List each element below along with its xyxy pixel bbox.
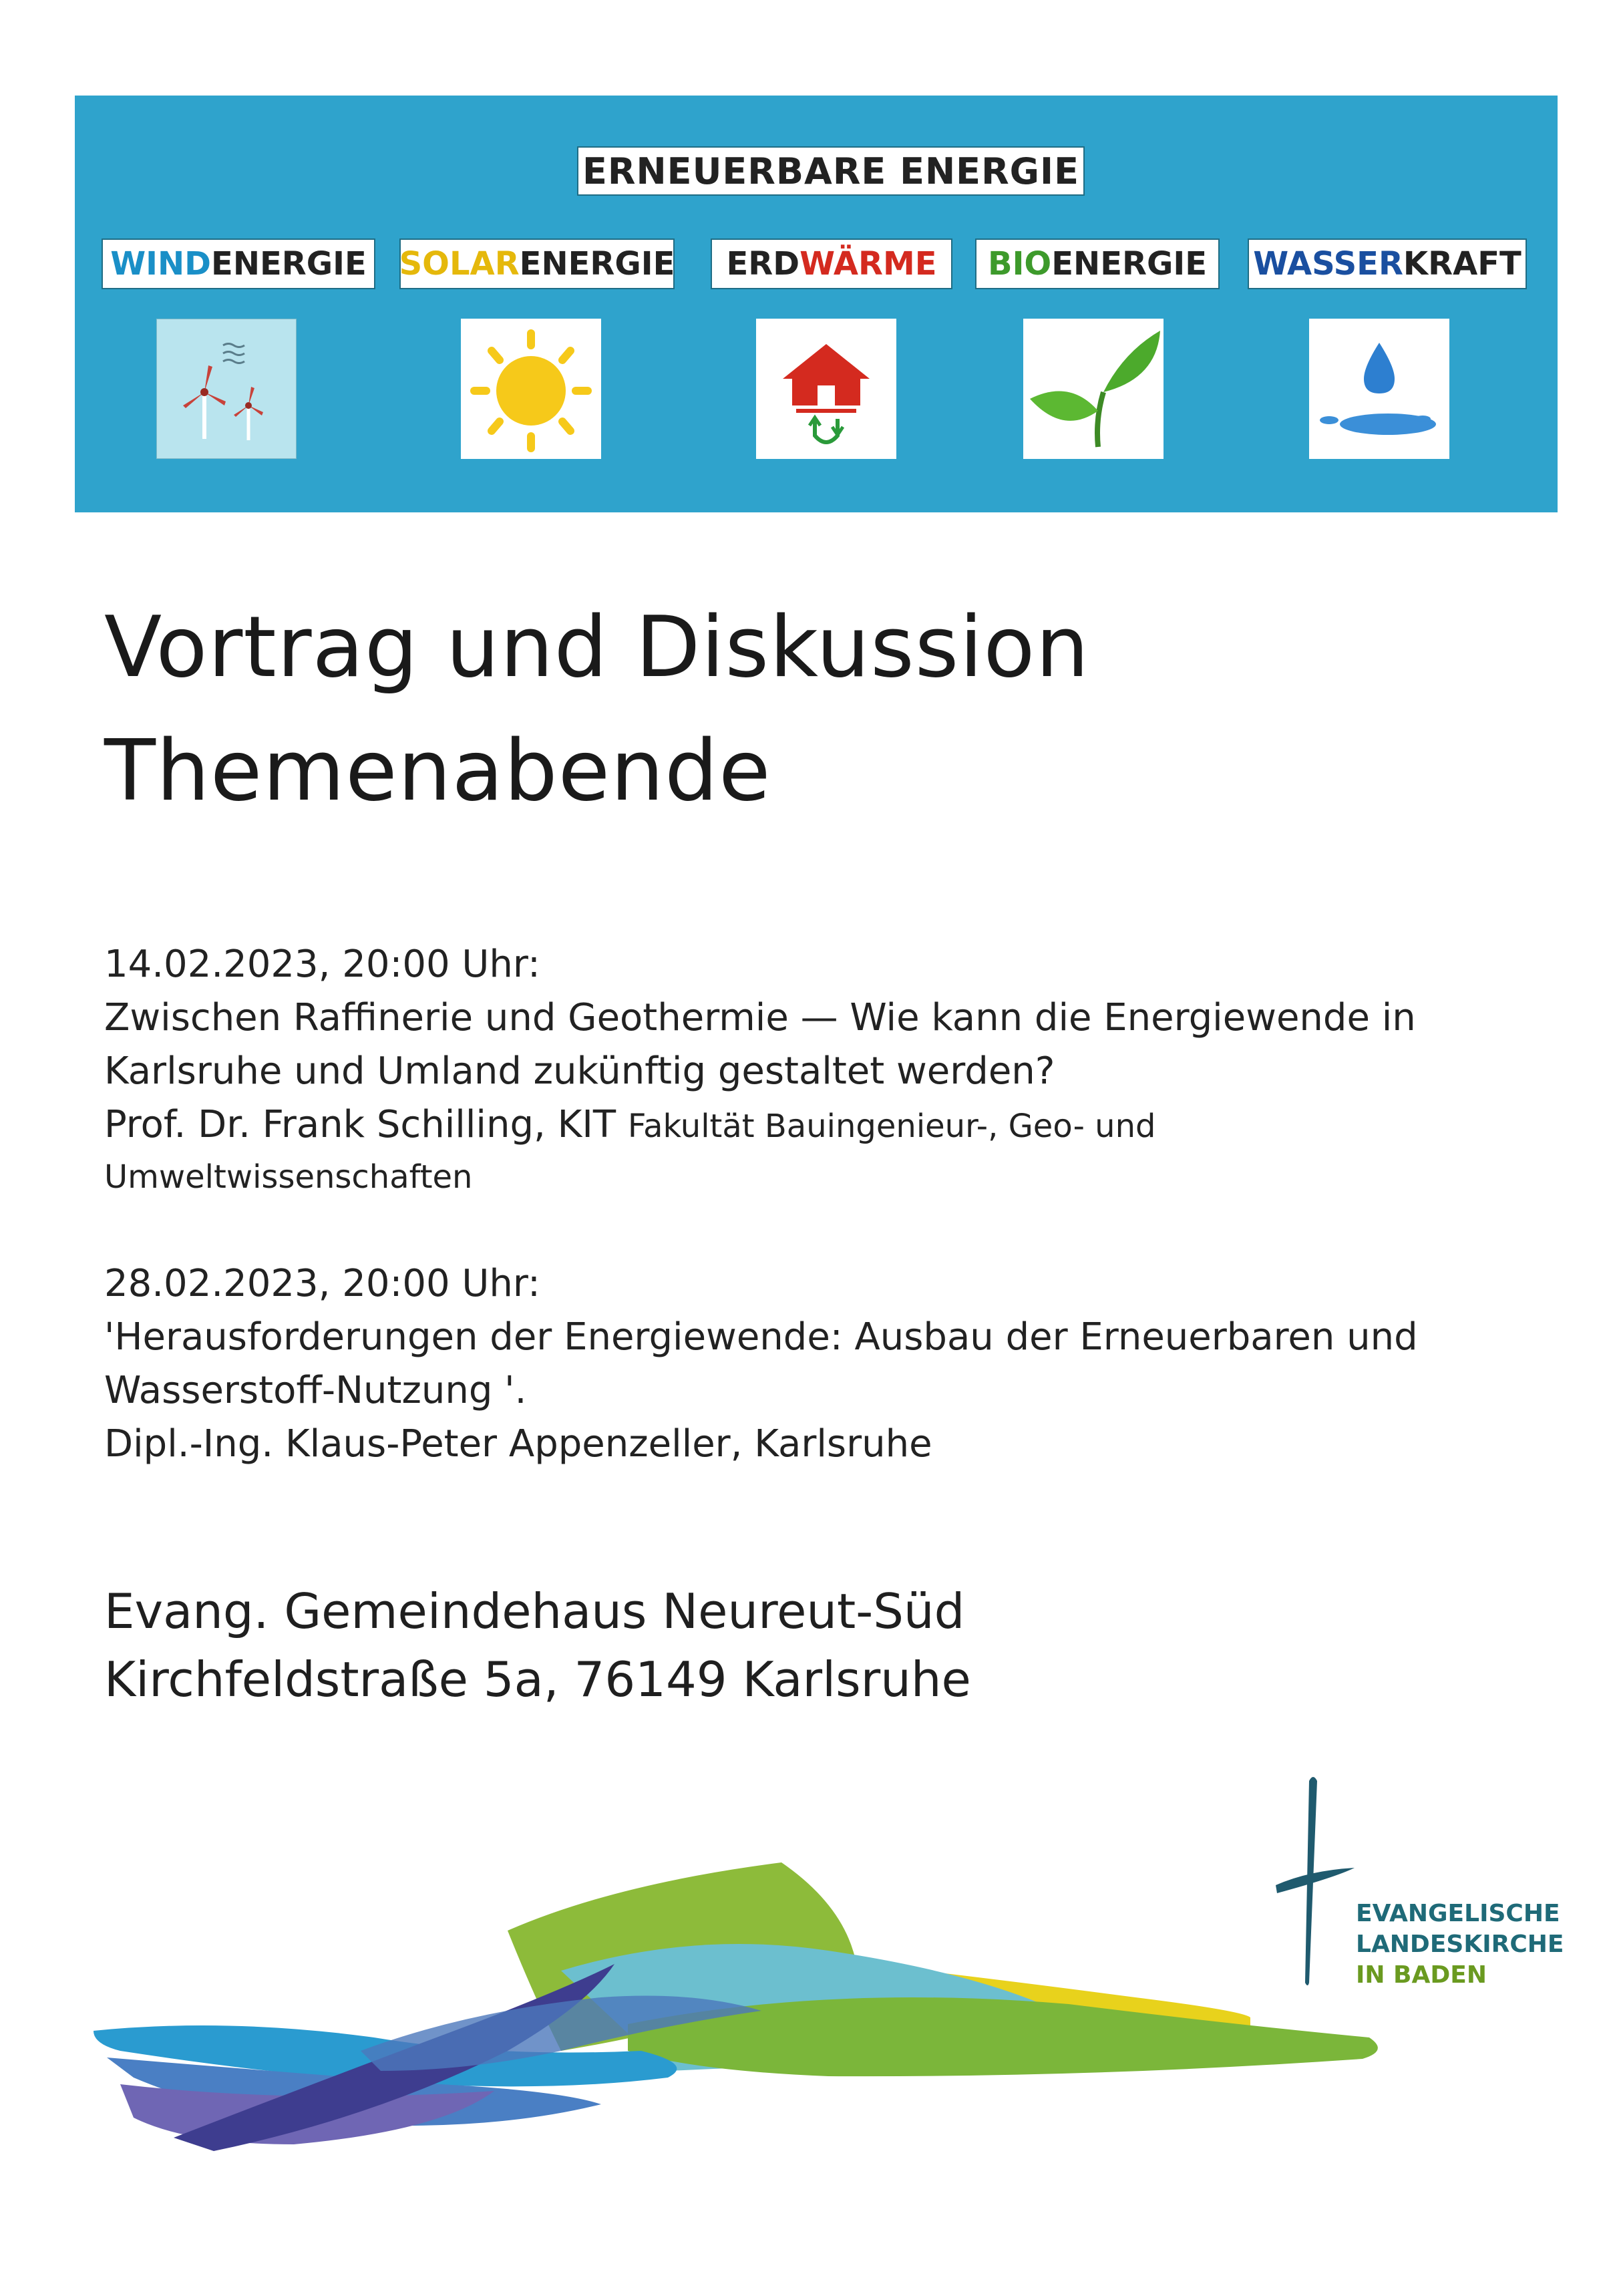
tile-label-part1: SOLAR [399, 245, 520, 283]
tile-label-part2: ENERGIE [1051, 245, 1207, 283]
venue-address: Kirchfeldstraße 5a, 76149 Karlsruhe [104, 1651, 971, 1707]
tile-label-part1: BIO [987, 245, 1052, 283]
tile-label-part1: ERD [726, 245, 800, 283]
wind-turbine-icon [156, 319, 297, 459]
logo-line2: LANDESKIRCHE [1356, 1931, 1564, 1958]
tile-label-part2: ENERGIE [519, 245, 675, 283]
event-speaker-detail: Fakultät Bauingenieur-, Geo- und [627, 1108, 1156, 1145]
tile-label-part2: KRAFT [1403, 245, 1522, 283]
geothermal-house-icon [756, 319, 896, 459]
event-title-line2: Karlsruhe und Umland zukünftig gestaltet werden? [104, 1049, 1055, 1093]
event-title-line1: 'Herausforderungen der Energiewende: Ausbau der Erneuerbaren und [104, 1315, 1418, 1359]
water-drop-icon [1309, 319, 1449, 459]
cross-logo-icon [1269, 1770, 1356, 1991]
event-speaker: Dipl.-Ing. Klaus-Peter Appenzeller, Karlsruhe [104, 1422, 932, 1466]
seedling-icon [1023, 319, 1164, 459]
tile-label-geothermal [711, 238, 952, 289]
event-datetime: 14.02.2023, 20:00 Uhr: [104, 943, 540, 986]
headline-line1: Vortrag und Diskussion [104, 598, 1090, 696]
wave-graphic [94, 1850, 1469, 2171]
event-speaker: Prof. Dr. Frank Schilling, KIT [104, 1103, 616, 1146]
logo-line1: EVANGELISCHE [1356, 1900, 1560, 1927]
venue-name: Evang. Gemeindehaus Neureut-Süd [104, 1583, 965, 1639]
tile-label-part1: WASSER [1253, 245, 1403, 283]
tile-label-solar [399, 238, 675, 289]
event-speaker-line [104, 1098, 1155, 1153]
sun-icon [461, 319, 601, 459]
logo-line3: IN BADEN [1356, 1961, 1487, 1989]
headline-line2: Themenabende [104, 721, 771, 820]
event-speaker-detail2: Umweltwissenschaften [104, 1158, 473, 1196]
tile-label-bio [975, 238, 1220, 289]
logo-text [1356, 1899, 1564, 1991]
event-title-line1: Zwischen Raffinerie und Geothermie — Wie kann die Energiewende in [104, 996, 1416, 1039]
tile-label-part2: ENERGIE [211, 245, 367, 283]
tile-label-water [1248, 238, 1527, 289]
event-title-line2: Wasserstoff-Nutzung '. [104, 1369, 527, 1412]
tile-label-wind [102, 238, 375, 289]
event-datetime: 28.02.2023, 20:00 Uhr: [104, 1262, 540, 1305]
tile-label-part1: WIND [110, 245, 212, 283]
banner-title: ERNEUERBARE ENERGIE [577, 146, 1085, 196]
banner [75, 96, 1558, 512]
tile-label-part2: WÄRME [799, 245, 937, 283]
